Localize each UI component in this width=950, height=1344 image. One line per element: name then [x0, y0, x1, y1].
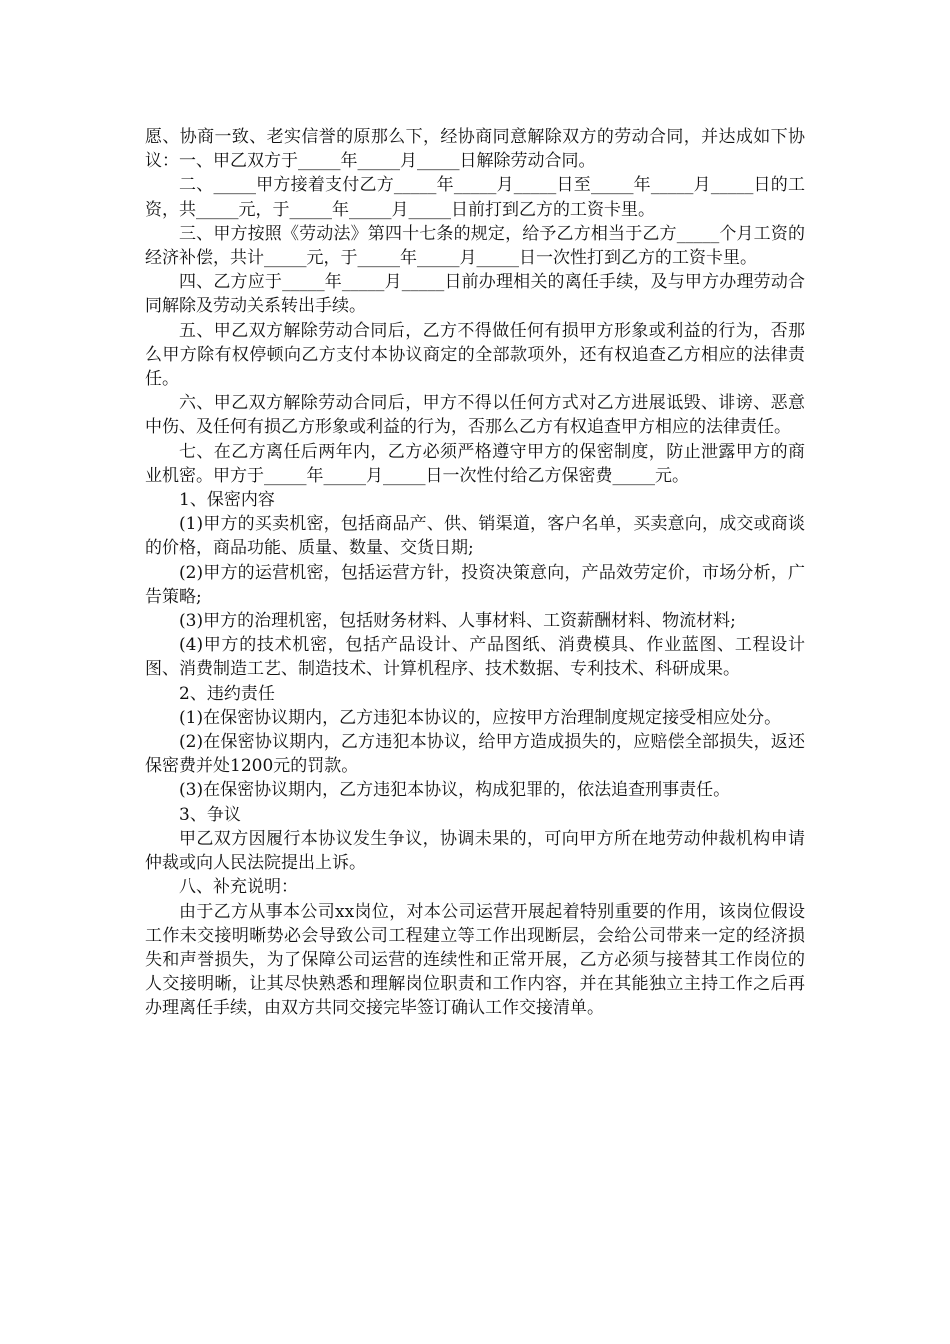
section-heading-confidential-content: 1、保密内容	[179, 490, 275, 511]
document-body	[145, 125, 805, 1021]
paragraph-dispute: 甲乙双方因履行本协议发生争议，协调未果的，可向甲方所在地劳动仲裁机构申请仲裁或向人民法院提出上诉。	[145, 828, 805, 874]
list-item-breach-2: (2)在保密协议期内，乙方违犯本协议，给甲方造成损失的，应赔偿全部损失，返还保密费并处1200元的罚款。	[145, 732, 805, 777]
section-heading-breach-liability: 2、违约责任	[179, 683, 275, 704]
paragraph-clause-6: 六、甲乙双方解除劳动合同后，甲方不得以任何方式对乙方进展诋毁、诽谤、恶意中伤、及任何有损乙方形象或利益的行为，否那么乙方有权追查甲方相应的法律责任。	[145, 393, 805, 438]
section-heading-supplement: 八、补充说明：	[179, 877, 298, 898]
paragraph-continuation: 愿、协商一致、老实信誉的原那么下，经协商同意解除双方的劳动合同，并达成如下协议：一、甲乙双方于_____年_____月_____日解除劳动合同。	[145, 127, 805, 172]
list-item-breach-3: (3)在保密协议期内，乙方违犯本协议，构成犯罪的，依法追查刑事责任。	[179, 780, 731, 801]
paragraph-clause-5: 五、甲乙双方解除劳动合同后，乙方不得做任何有损甲方形象或利益的行为，否那么甲方除有权停顿向乙方支付本协议商定的全部款项外，还有权追查乙方相应的法律责任。	[145, 320, 805, 390]
list-item-breach-1: (1)在保密协议期内，乙方违犯本协议的，应按甲方治理制度规定接受相应处分。	[179, 707, 782, 728]
section-heading-dispute: 3、争议	[179, 804, 241, 825]
paragraph-clause-7: 七、在乙方离任后两年内，乙方必须严格遵守甲方的保密制度，防止泄露甲方的商业机密。甲方于_____年_____月_____日一次性付给乙方保密费_____元。	[145, 441, 805, 486]
list-item-operation-secrets: (2)甲方的运营机密，包括运营方针，投资决策意向，产品效劳定价，市场分析，广告策略;	[145, 562, 805, 607]
list-item-technical-secrets: (4)甲方的技术机密，包括产品设计、产品图纸、消费模具、作业蓝图、工程设计图、消费制造工艺、制造技术、计算机程序、技术数据、专利技术、科研成果。	[145, 635, 805, 680]
paragraph-supplement: 由于乙方从事本公司xx岗位，对本公司运营开展起着特别重要的作用，该岗位假设工作未交接明晰势必会导致公司工程建立等工作出现断层，会给公司带来一定的经济损失和声誉损失，为了保障公司运营的连续性和正常开展，乙方必须与接替其工作岗位的人交接明晰，让其尽快熟悉和理解岗位职责和工作内容，并在其能独立主持工作之后再办理离任手续，由双方共同交接完毕签订确认工作交接清单。	[145, 901, 805, 1019]
paragraph-clause-2: 二、_____甲方接着支付乙方_____年_____月_____日至_____年_____月_____日的工资，共_____元，于_____年_____月_____日前打到乙方的工资卡里。	[145, 175, 805, 220]
paragraph-clause-4: 四、乙方应于_____年_____月_____日前办理相关的离任手续，及与甲方办理劳动合同解除及劳动关系转出手续。	[145, 272, 805, 317]
list-item-management-secrets: (3)甲方的治理机密，包括财务材料、人事材料、工资薪酬材料、物流材料;	[179, 611, 736, 632]
list-item-trade-secrets: (1)甲方的买卖机密，包括商品产、供、销渠道，客户名单，买卖意向，成交或商谈的价格，商品功能、质量、数量、交货日期;	[145, 514, 805, 559]
paragraph-clause-3: 三、甲方按照《劳动法》第四十七条的规定，给予乙方相当于乙方_____个月工资的经济补偿，共计_____元，于_____年_____月_____日一次性打到乙方的工资卡里。	[145, 223, 805, 269]
